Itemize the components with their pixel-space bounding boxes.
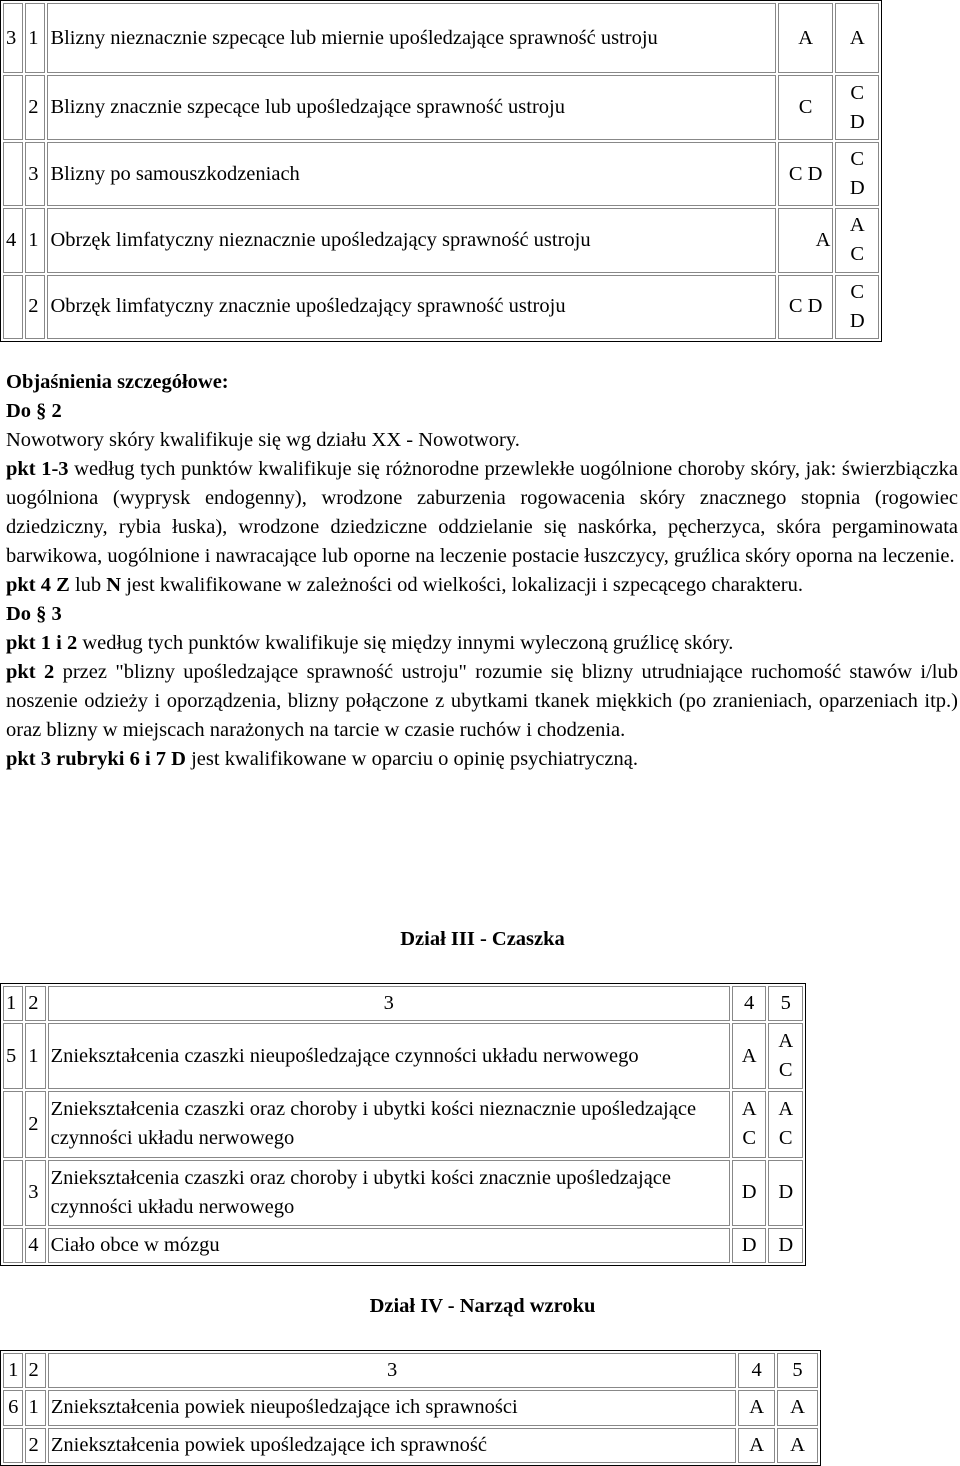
category-cell: A [777, 1390, 818, 1425]
explanation-paragraph: pkt 2 przez "blizny upośledzające sprawność ustroju" rozumie się blizny utrudniające ruchomość stawów i/lub noszenie odzieży i oporządzenia, blizny połączone z ubytkami tkanek miękkich (po zranieniach, oparzeniach itp.) oraz blizny w miejscach narażonych na tarcie w czasie ruchów i chodzenia. [6, 661, 958, 741]
disqualification-table-top [0, 0, 882, 342]
section-ref-3: Do § 3 [6, 603, 62, 625]
table-row [3, 75, 879, 139]
pkt-cell: 2 [25, 275, 45, 339]
table-header-row [3, 986, 803, 1021]
category-cell: A C [768, 1023, 803, 1089]
header-cell: 3 [48, 1353, 736, 1388]
desc-cell: Blizny po samouszkodzeniach [47, 142, 775, 206]
table-row [3, 142, 879, 206]
table-row [3, 275, 879, 339]
header-cell: 2 [25, 1353, 45, 1388]
desc-cell: Zniekształcenia powiek nieupośledzające ich sprawności [48, 1390, 736, 1425]
detailed-explanations [6, 368, 958, 774]
category-cell: C D [778, 142, 834, 206]
category-cell: A [738, 1390, 775, 1425]
skull-table [0, 983, 806, 1266]
explanation-paragraph: pkt 1-3 według tych punktów kwalifikuje się różnorodne przewlekłe uogólnione choroby skóry, jak: świerzbiączka uogólniona (wyprysk endogenny), wrodzone zaburzenia rogowacenia skóry znacznego stopnia (rogowiec dziedziczny, rybia łuska), wrodzone dziedziczne oddzielanie się naskórka, pęcherzyca, skóra pergaminowata barwikowa, uogólnione i nawracające lub oporne na leczenie postacie łuszczycy, gruźlica skóry oporna na leczenie. [6, 458, 958, 567]
category-cell: A [732, 1023, 767, 1089]
table-row [3, 208, 879, 272]
desc-cell: Zniekształcenia powiek upośledzające ich sprawność [48, 1428, 736, 1463]
lp-cell [3, 1228, 23, 1263]
lp-cell [3, 1091, 23, 1157]
pkt-cell: 2 [25, 1428, 45, 1463]
category-cell: A C [835, 208, 879, 272]
pkt-cell: 3 [25, 142, 45, 206]
pkt-cell: 1 [25, 1390, 45, 1425]
desc-cell: Zniekształcenia czaszki oraz choroby i ubytki kości nieznacznie upośledzające czynności układu nerwowego [48, 1091, 730, 1157]
category-cell: A [778, 3, 834, 73]
desc-cell: Blizny znacznie szpecące lub upośledzające sprawność ustroju [47, 75, 775, 139]
category-cell: A [738, 1428, 775, 1463]
header-cell: 5 [777, 1353, 818, 1388]
category-cell: C D [835, 275, 879, 339]
explanation-line: Nowotwory skóry kwalifikuje się wg działu XX - Nowotwory. [6, 429, 520, 451]
header-cell: 5 [768, 986, 803, 1021]
desc-cell: Obrzęk limfatyczny nieznacznie upośledzający sprawność ustroju [47, 208, 775, 272]
table-row [3, 3, 879, 73]
desc-cell: Ciało obce w mózgu [48, 1228, 730, 1263]
explanation-paragraph: pkt 4 Z lub N jest kwalifikowane w zależności od wielkości, lokalizacji i szpecącego charakteru. [6, 574, 803, 596]
lp-cell [3, 142, 23, 206]
section-title-skull: Dział III - Czaszka [400, 928, 565, 950]
desc-cell: Obrzęk limfatyczny znacznie upośledzający sprawność ustroju [47, 275, 775, 339]
table-row [3, 1091, 803, 1157]
lp-cell [3, 1428, 23, 1463]
table-row [3, 1390, 818, 1425]
category-cell: A C [732, 1091, 767, 1157]
pkt-cell: 2 [25, 75, 45, 139]
desc-cell: Zniekształcenia czaszki nieupośledzające czynności układu nerwowego [48, 1023, 730, 1089]
pkt-cell: 1 [25, 1023, 45, 1089]
header-cell: 3 [48, 986, 730, 1021]
table-row [3, 1023, 803, 1089]
pkt-cell: 4 [25, 1228, 45, 1263]
table-header-row [3, 1353, 818, 1388]
desc-cell: Blizny nieznacznie szpecące lub miernie upośledzające sprawność ustroju [47, 3, 775, 73]
desc-cell: Zniekształcenia czaszki oraz choroby i ubytki kości znacznie upośledzające czynności układu nerwowego [48, 1160, 730, 1226]
explanations-heading: Objaśnienia szczegółowe: [6, 371, 229, 393]
category-cell: C D [835, 142, 879, 206]
category-cell: A C [768, 1091, 803, 1157]
pkt-cell: 1 [25, 3, 45, 73]
header-cell: 4 [732, 986, 767, 1021]
lp-cell [3, 275, 23, 339]
category-cell: C D [778, 275, 834, 339]
category-cell: D [768, 1160, 803, 1226]
lp-cell: 3 [3, 3, 23, 73]
category-cell: A [778, 208, 834, 272]
category-cell: D [768, 1228, 803, 1263]
table-row [3, 1228, 803, 1263]
section-ref-2: Do § 2 [6, 400, 62, 422]
category-cell: D [732, 1160, 767, 1226]
header-cell: 1 [3, 986, 23, 1021]
section-title-eye: Dział IV - Narząd wzroku [369, 1295, 596, 1317]
category-cell: A [777, 1428, 818, 1463]
lp-cell [3, 75, 23, 139]
category-cell: C D [835, 75, 879, 139]
explanation-paragraph: pkt 3 rubryki 6 i 7 D jest kwalifikowane w oparciu o opinię psychiatryczną. [6, 748, 638, 770]
pkt-cell: 1 [25, 208, 45, 272]
lp-cell: 6 [3, 1390, 23, 1425]
table-row [3, 1428, 818, 1463]
explanation-paragraph: pkt 1 i 2 według tych punktów kwalifikuje się między innymi wyleczoną gruźlicę skóry. [6, 632, 734, 654]
header-cell: 4 [738, 1353, 775, 1388]
table-row [3, 1160, 803, 1226]
lp-cell: 4 [3, 208, 23, 272]
lp-cell [3, 1160, 23, 1226]
header-cell: 1 [3, 1353, 23, 1388]
lp-cell: 5 [3, 1023, 23, 1089]
pkt-cell: 2 [25, 1091, 45, 1157]
category-cell: D [732, 1228, 767, 1263]
category-cell: A [835, 3, 879, 73]
header-cell: 2 [25, 986, 45, 1021]
category-cell: C [778, 75, 834, 139]
eye-table [0, 1350, 821, 1466]
pkt-cell: 3 [25, 1160, 45, 1226]
